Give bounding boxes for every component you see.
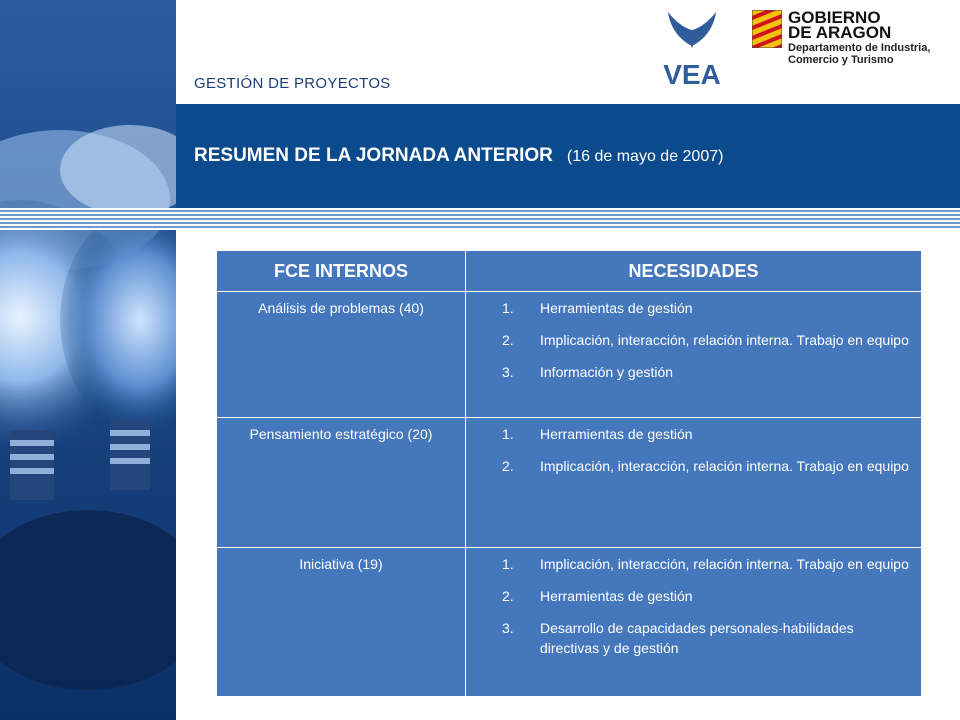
need-number: 2. <box>502 458 514 474</box>
aragon-dept-line2: Comercio y Turismo <box>788 54 894 66</box>
table-row <box>217 548 922 697</box>
need-text: Implicación, interacción, relación interna. Trabajo en equipo <box>540 332 909 348</box>
need-text: Implicación, interacción, relación interna. Trabajo en equipo <box>540 556 909 572</box>
factor-cell: Pensamiento estratégico (20) <box>217 418 466 548</box>
need-text: Herramientas de gestión <box>540 300 693 316</box>
need-text: Implicación, interacción, relación interna. Trabajo en equipo <box>540 458 909 474</box>
aragon-name <box>788 10 891 40</box>
needs-cell <box>466 292 922 418</box>
need-number: 2. <box>502 588 514 604</box>
factor-cell: Análisis de problemas (40) <box>217 292 466 418</box>
need-number: 3. <box>502 364 514 380</box>
need-item <box>502 298 913 318</box>
aragon-name-line1: GOBIERNO <box>788 8 881 27</box>
needs-cell <box>466 548 922 697</box>
aragon-name-line2: DE ARAGON <box>788 23 892 42</box>
need-item <box>502 618 913 658</box>
need-number: 1. <box>502 426 514 442</box>
vea-logo-text: VEA <box>663 59 721 90</box>
column-header-necesidades: NECESIDADES <box>466 251 922 292</box>
table-row <box>217 418 922 548</box>
need-item <box>502 424 913 444</box>
gobierno-aragon-logo <box>752 10 952 70</box>
need-text: Desarrollo de capacidades personales-habilidades directivas y de gestión <box>540 620 854 656</box>
need-item <box>502 554 913 574</box>
need-number: 3. <box>502 620 514 636</box>
table-row <box>217 292 922 418</box>
need-number: 1. <box>502 556 514 572</box>
slide-title <box>194 145 723 167</box>
need-text: Información y gestión <box>540 364 674 380</box>
light-bulbs-illustration <box>0 0 176 720</box>
vea-emblem-icon <box>660 6 724 90</box>
needs-cell <box>466 418 922 548</box>
need-item <box>502 586 913 606</box>
light-bulbs-photo <box>0 0 176 720</box>
column-header-fce: FCE INTERNOS <box>217 251 466 292</box>
vea-logo <box>660 6 724 90</box>
need-item <box>502 330 913 350</box>
need-item <box>502 456 913 476</box>
need-item <box>502 362 913 382</box>
need-text: Herramientas de gestión <box>540 426 693 442</box>
factor-cell: Iniciativa (19) <box>217 548 466 697</box>
slide-date: (16 de mayo de 2007) <box>566 148 724 165</box>
table-header-row <box>217 251 922 292</box>
need-number: 1. <box>502 300 514 316</box>
aragon-flag-icon <box>752 10 782 48</box>
need-number: 2. <box>502 332 514 348</box>
aragon-dept-line1: Departamento de Industria, <box>788 42 931 54</box>
divider-stripes <box>0 208 960 230</box>
summary-table <box>216 250 922 697</box>
aragon-department <box>788 42 930 66</box>
need-text: Herramientas de gestión <box>540 588 693 604</box>
slide-title-text: RESUMEN DE LA JORNADA ANTERIOR <box>194 145 553 166</box>
section-title: GESTIÓN DE PROYECTOS <box>194 75 391 92</box>
